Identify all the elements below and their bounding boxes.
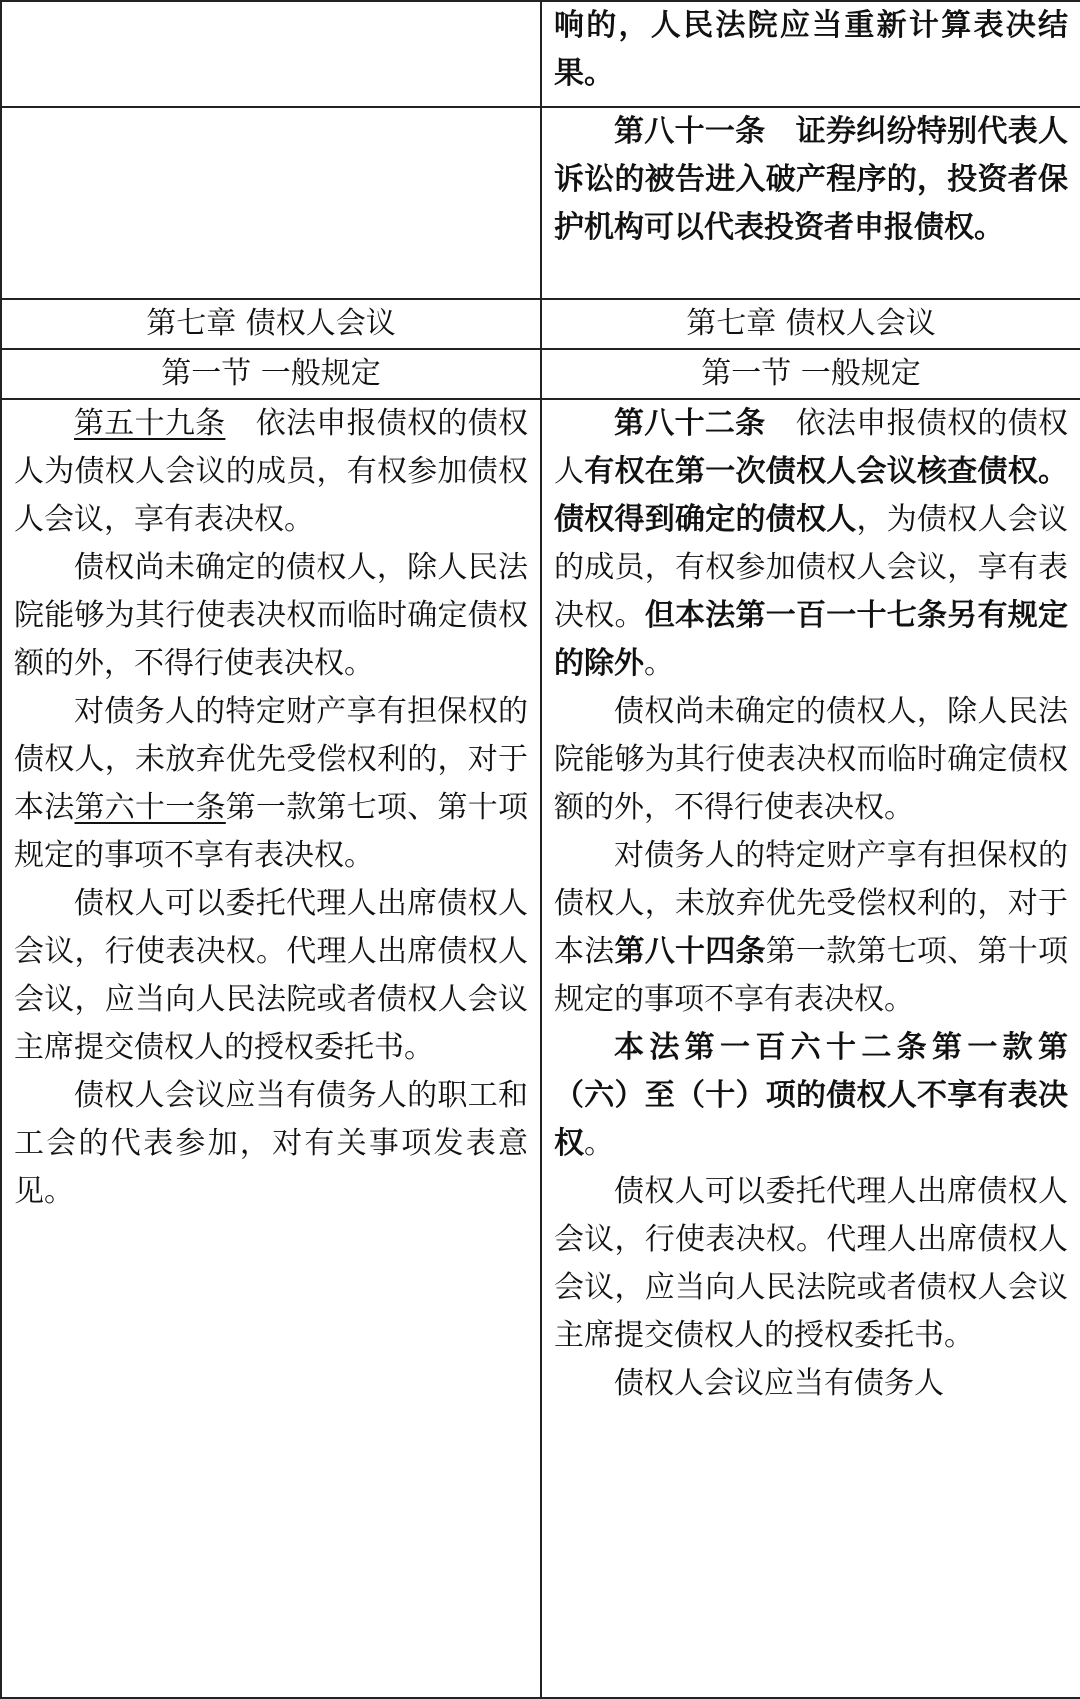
left-cell-empty [1,1,541,107]
continuation-paragraph: 响的，人民法院应当重新计算表决结果。 [554,8,1068,91]
right-paragraph-4: 本法第一百六十二条第一款第（六）至（十）项的债权人不享有表决权。 [554,1030,1068,1161]
table-row [1,299,1080,349]
article-81-text: 证券纠纷特别代表人诉讼的被告进入破产程序的，投资者保护机构可以代表投资者申报债权。 [554,114,1069,245]
right-cell-article-82 [541,399,1080,1698]
article-61-reference: 第六十一条 [74,790,226,825]
article-84-reference: 第八十四条 [614,934,766,969]
right-paragraph-6: 债权人会议应当有债务人 [614,1366,944,1401]
left-paragraph-1: 第五十九条 依法申报债权的债权人为债权人会议的成员，有权参加债权人会议，享有表决权。 [14,406,529,537]
right-cell-article-81 [541,107,1080,299]
article-81-number: 第八十一条 [614,114,766,149]
article-59-number: 第五十九条 [74,406,226,441]
chapter-heading-right: 第七章 债权人会议 [541,299,1080,349]
right-paragraph-2: 债权尚未确定的债权人，除人民法院能够为其行使表决权而临时确定债权额的外，不得行使表决权。 [554,694,1068,825]
chapter-heading-left: 第七章 债权人会议 [1,299,541,349]
table-row [1,399,1080,1698]
right-paragraph-5: 债权人可以委托代理人出席债权人会议，行使表决权。代理人出席债权人会议，应当向人民法院或者债权人会议主席提交债权人的授权委托书。 [554,1174,1068,1353]
left-paragraph-5: 债权人会议应当有债务人的职工和工会的代表参加，对有关事项发表意见。 [14,1078,528,1209]
article-81-paragraph [554,108,1068,252]
right-paragraph-3: 对债务人的特定财产享有担保权的债权人，未放弃优先受偿权利的，对于本法第八十四条第一款第七项、第十项规定的事项不享有表决权。 [554,838,1068,1017]
right-paragraph-1: 第八十二条 依法申报债权的债权人有权在第一次债权人会议核查债权。债权得到确定的债权人，为债权人会议的成员，有权参加债权人会议，享有表决权。但本法第一百一十七条另有规定的除外。 [554,406,1069,681]
left-cell-empty [1,107,541,299]
left-paragraph-4: 债权人可以委托代理人出席债权人会议，行使表决权。代理人出席债权人会议，应当向人民法院或者债权人会议主席提交债权人的授权委托书。 [14,886,528,1065]
left-paragraph-2: 债权尚未确定的债权人，除人民法院能够为其行使表决权而临时确定债权额的外，不得行使表决权。 [14,550,528,681]
section-heading-right: 第一节 一般规定 [541,349,1080,399]
article-82-number: 第八十二条 [614,406,766,441]
table-row [1,349,1080,399]
table-row [1,1,1080,107]
right-cell-continuation [541,1,1080,107]
section-heading-left: 第一节 一般规定 [1,349,541,399]
left-cell-article-59 [1,399,541,1698]
table-row [1,107,1080,299]
left-paragraph-3: 对债务人的特定财产享有担保权的债权人，未放弃优先受偿权利的，对于本法第六十一条第一款第七项、第十项规定的事项不享有表决权。 [14,694,528,873]
